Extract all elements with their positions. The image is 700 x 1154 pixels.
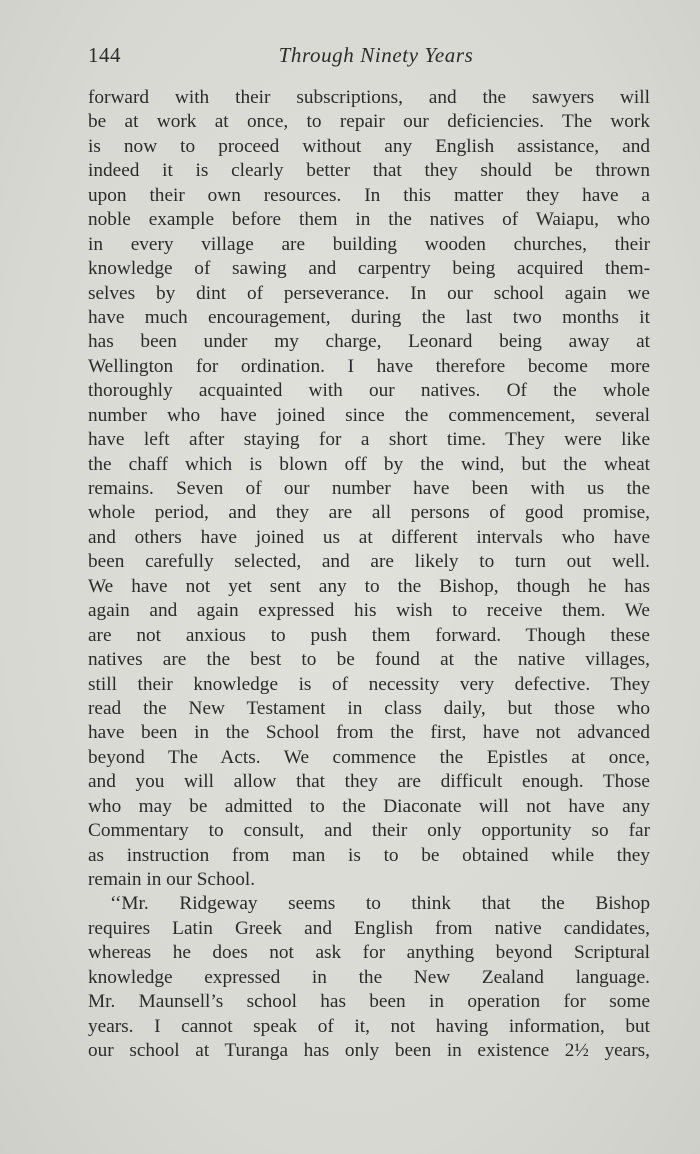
text-line: beyond The Acts. We commence the Epistles at once,	[88, 746, 650, 768]
text-line: Commentary to consult, and their only opportunity so far	[88, 820, 650, 842]
page-header	[88, 43, 650, 73]
text-line: years. I cannot speak of it, not having information, but	[88, 1015, 650, 1037]
text-line: forward with their subscriptions, and the sawyers will	[88, 87, 650, 108]
text-line: natives are the best to be found at the native villages,	[88, 649, 650, 671]
text-line: have been in the School from the first, have not advanced	[88, 722, 650, 744]
text-line: in every village are building wooden churches, their	[88, 233, 650, 255]
text-line: remains. Seven of our number have been with us the	[88, 478, 650, 499]
text-line: We have not yet sent any to the Bishop, though he has	[88, 575, 650, 597]
text-line: knowledge expressed in the New Zealand language.	[88, 966, 650, 988]
text-line: have much encouragement, during the last two months it	[88, 306, 650, 328]
paragraph-start-line: ‘‘Mr. Ridgeway seems to think that the Bishop	[110, 893, 650, 915]
text-line: thoroughly acquainted with our natives. Of the whole	[88, 380, 650, 402]
text-line: again and again expressed his wish to receive them. We	[88, 600, 650, 622]
text-line: is now to proceed without any English assistance, and	[88, 135, 650, 157]
page-number: 144	[88, 43, 121, 67]
text-line: Mr. Maunsell’s school has been in operation for some	[88, 991, 650, 1013]
text-line: as instruction from man is to be obtained while they	[88, 844, 650, 866]
running-head: Through Ninety Years	[278, 43, 474, 67]
text-line: have left after staying for a short time. They were like	[88, 429, 650, 451]
text-line: and you will allow that they are difficult enough. Those	[88, 771, 650, 793]
text-line: our school at Turanga has only been in existence 2½ years,	[88, 1040, 650, 1062]
text-line: are not anxious to push them forward. Though these	[88, 624, 650, 646]
text-line: requires Latin Greek and English from native candidates,	[88, 917, 650, 939]
text-line: whereas he does not ask for anything beyond Scriptural	[88, 942, 650, 964]
text-line: noble example before them in the natives of Waiapu, who	[88, 209, 650, 231]
paragraph-end-line: remain in our School.	[88, 869, 256, 890]
text-line: upon their own resources. In this matter they have a	[88, 184, 650, 206]
text-line: be at work at once, to repair our deficiencies. The work	[88, 111, 650, 133]
text-line: selves by dint of perseverance. In our school again we	[88, 282, 650, 304]
text-line: whole period, and they are all persons of good promise,	[88, 502, 650, 524]
text-line: Wellington for ordination. I have therefore become more	[88, 355, 650, 377]
text-line: has been under my charge, Leonard being away at	[88, 331, 650, 353]
text-line: and others have joined us at different intervals who have	[88, 526, 650, 548]
body-text	[88, 86, 650, 1064]
text-line: number who have joined since the commencement, several	[88, 404, 650, 426]
text-line: been carefully selected, and are likely to turn out well.	[88, 551, 650, 573]
text-line: the chaff which is blown off by the wind, but the wheat	[88, 453, 650, 475]
text-line: still their knowledge is of necessity very defective. They	[88, 673, 650, 695]
text-line: read the New Testament in class daily, but those who	[88, 697, 650, 719]
text-line: who may be admitted to the Diaconate will not have any	[88, 795, 650, 817]
text-line: indeed it is clearly better that they should be thrown	[88, 160, 650, 182]
text-line: knowledge of sawing and carpentry being acquired them-	[88, 258, 650, 280]
